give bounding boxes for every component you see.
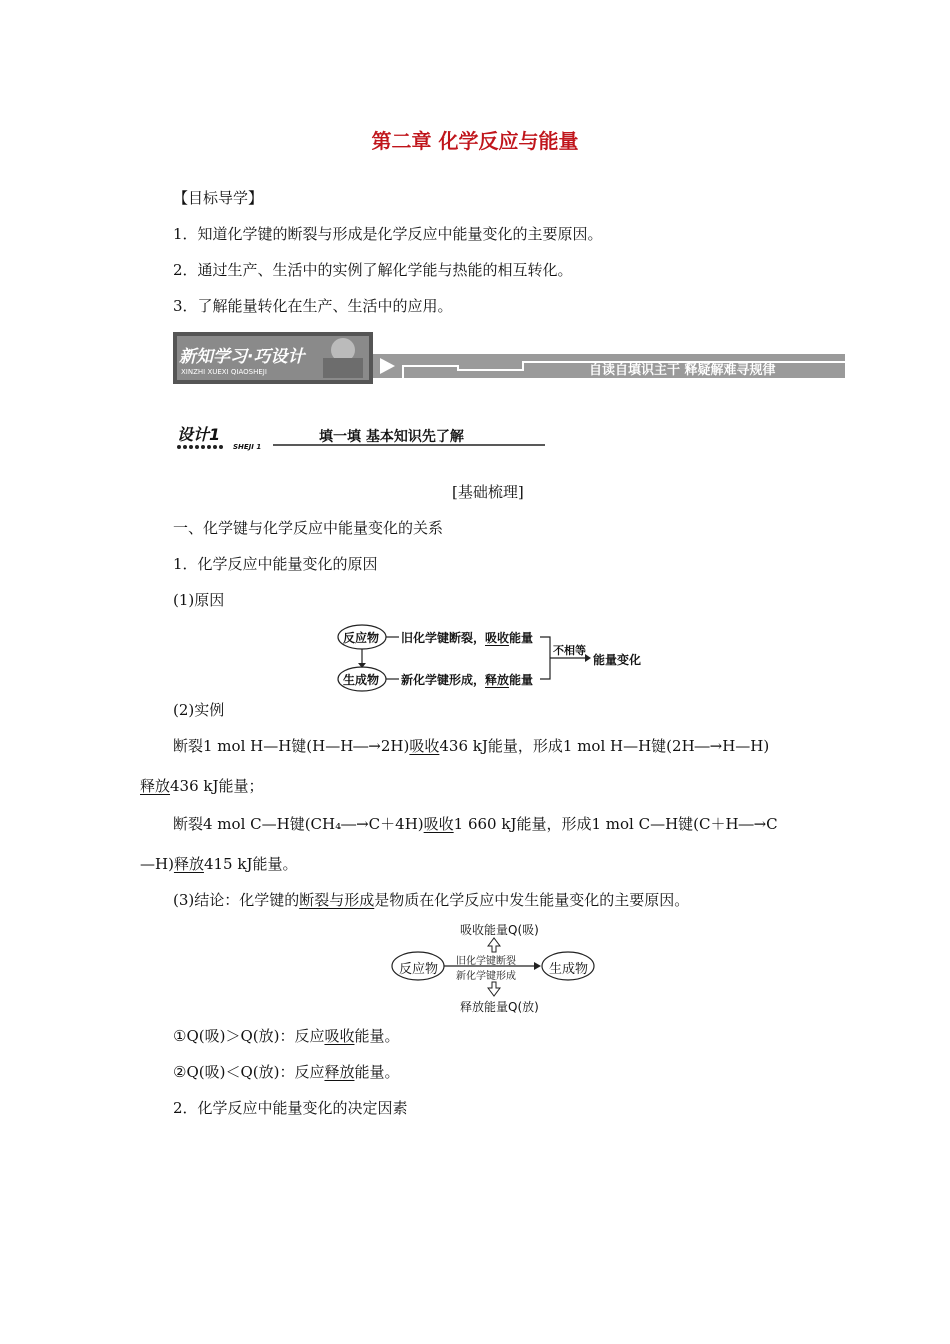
subheading-2: 2．化学反应中能量变化的决定因素 xyxy=(173,1099,408,1117)
ex1-a: 断裂1 mol H—H键(H—H―→2H) xyxy=(173,737,410,755)
ex1-u1: 吸收 xyxy=(409,737,440,755)
case2-a: ②Q(吸)＜Q(放)：反应 xyxy=(173,1063,325,1081)
example-2-line-1 xyxy=(173,814,778,834)
diagram2-right: 生成物 xyxy=(549,962,589,977)
diagram-result: 能量变化 xyxy=(593,653,642,667)
ex2-c: —H) xyxy=(140,855,174,873)
example-1-line-2 xyxy=(140,776,264,796)
heading-1: 一、化学键与化学反应中能量变化的关系 xyxy=(173,519,444,537)
diagram-bottom-pre: 新化学键形成， xyxy=(401,673,486,687)
diagram-bottom-text xyxy=(401,671,533,688)
paragraph-reason: (1)原因 xyxy=(173,591,225,609)
diagram-top-text xyxy=(401,629,533,646)
diagram-reactant: 反应物 xyxy=(343,631,380,645)
diagram-product: 生成物 xyxy=(343,673,380,687)
sheji-pinyin: SHEJI 1 xyxy=(233,443,262,451)
goals-heading: 【目标导学】 xyxy=(173,189,264,207)
diagram-top-underline: 吸收 xyxy=(485,631,510,645)
case2-b: 能量。 xyxy=(354,1063,400,1081)
ex1-c: 436 kJ能量； xyxy=(170,777,264,795)
goal-item-3: 3．了解能量转化在生产、生活中的应用。 xyxy=(173,297,453,315)
ex1-u2: 释放 xyxy=(140,777,171,795)
banner-right-text: 自读自填识主干 释疑解难寻规律 xyxy=(589,363,776,378)
diagram-top-pre: 旧化学键断裂， xyxy=(401,631,486,645)
ex1-b: 436 kJ能量，形成1 mol H—H键(2H―→H—H) xyxy=(439,737,770,755)
ex2-b: 1 660 kJ能量，形成1 mol C—H键(C＋H―→C xyxy=(453,815,778,833)
diagram2-mid1: 旧化学键断裂 xyxy=(456,956,516,967)
case2-u: 释放 xyxy=(324,1063,355,1081)
reaction-energy-diagram xyxy=(335,622,655,694)
energy-balance-diagram xyxy=(390,918,600,1016)
example-2-line-2 xyxy=(140,854,297,874)
paragraph-examples: (2)实例 xyxy=(173,701,225,719)
case1-u: 吸收 xyxy=(324,1027,355,1045)
sheji-heading: 填一填 基本知识先了解 xyxy=(319,429,464,445)
diagram-unequal: 不相等 xyxy=(553,644,586,657)
conclusion-a: (3)结论：化学键的 xyxy=(173,891,300,909)
ex2-u1: 吸收 xyxy=(423,815,454,833)
section-banner xyxy=(173,332,845,384)
case1-a: ①Q(吸)＞Q(放)：反应 xyxy=(173,1027,325,1045)
ex2-a: 断裂4 mol C—H键(CH₄―→C＋4H) xyxy=(173,815,424,833)
case-absorb xyxy=(173,1026,399,1046)
case-release xyxy=(173,1062,399,1082)
ex2-d: 415 kJ能量。 xyxy=(203,855,298,873)
case1-b: 能量。 xyxy=(354,1027,400,1045)
page-title: 第二章 化学反应与能量 xyxy=(371,129,579,153)
subheading-1: 1．化学反应中能量变化的原因 xyxy=(173,555,378,573)
diagram2-top: 吸收能量Q(吸) xyxy=(460,923,539,937)
goal-item-2: 2．通过生产、生活中的实例了解化学能与热能的相互转化。 xyxy=(173,261,573,279)
goal-item-1: 1．知道化学键的断裂与形成是化学反应中能量变化的主要原因。 xyxy=(173,225,603,243)
sheji-header xyxy=(173,420,545,454)
diagram-top-post: 能量 xyxy=(509,631,534,645)
sheji-label: 设计1 xyxy=(177,425,221,444)
banner-pinyin: XINZHI XUEXI QIAOSHEJI xyxy=(181,368,267,376)
banner-title: 新知学习·巧设计 xyxy=(179,347,305,367)
ex2-u2: 释放 xyxy=(173,855,204,873)
section-label: [基础梳理] xyxy=(452,483,524,501)
diagram2-bottom: 释放能量Q(放) xyxy=(460,1000,539,1014)
conclusion-u: 断裂与形成 xyxy=(299,891,375,909)
diagram-bottom-underline: 释放 xyxy=(485,673,510,687)
conclusion-b: 是物质在化学反应中发生能量变化的主要原因。 xyxy=(374,891,690,909)
diagram-bottom-post: 能量 xyxy=(509,673,534,687)
diagram2-mid2: 新化学键形成 xyxy=(456,971,516,982)
conclusion xyxy=(173,890,689,910)
diagram2-left: 反应物 xyxy=(399,962,439,977)
example-1-line-1 xyxy=(173,736,769,756)
